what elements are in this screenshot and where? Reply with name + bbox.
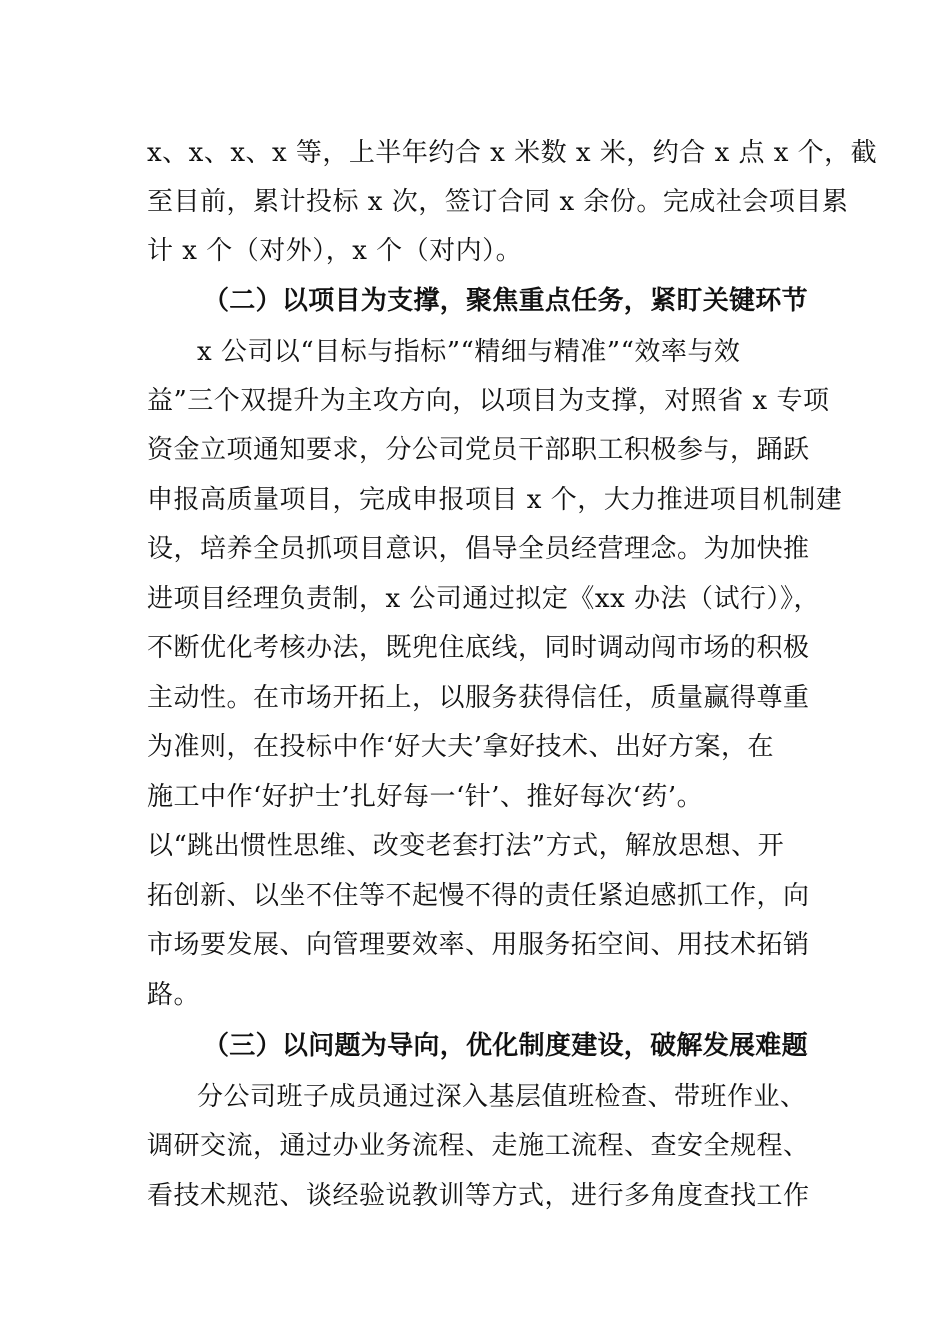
paragraph-line: 至目前，累计投标 x 次，签订合同 x 余份。完成社会项目累 [147,187,849,217]
paragraph-line: 市场要发展、向管理要效率、用服务拓空间、用技术拓销 [147,930,810,960]
paragraph-line: x 公司以“目标与指标”“精细与精准”“效率与效 [197,337,741,367]
paragraph-line: 申报高质量项目，完成申报项目 x 个，大力推进项目机制建 [147,485,843,515]
paragraph-line: 主动性。在市场开拓上，以服务获得信任，质量赢得尊重 [147,683,810,713]
paragraph-line: 设，培养全员抓项目意识，倡导全员经营理念。为加快推 [147,534,810,564]
paragraph-line: 调研交流，通过办业务流程、走施工流程、查安全规程、 [147,1131,810,1161]
paragraph-line: 看技术规范、谈经验说教训等方式，进行多角度查找工作 [147,1181,810,1211]
paragraph-line: 拓创新、以坐不住等不起慢不得的责任紧迫感抓工作，向 [147,881,810,911]
paragraph-line: x、x、x、x 等，上半年约合 x 米数 x 米，约合 x 点 x 个，截 [147,138,878,168]
paragraph-line: 以“跳出惯性思维、改变老套打法”方式，解放思想、开 [147,831,785,861]
paragraph-line: 施工中作‘好护士’扎好每一‘针’、推好每次‘药’。 [147,782,704,812]
paragraph-line: 资金立项通知要求，分公司党员干部职工积极参与，踊跃 [147,435,810,465]
paragraph-line: 计 x 个（对外），x 个（对内）。 [147,236,523,266]
paragraph-line: 为准则，在投标中作‘好大夫’拿好技术、出好方案，在 [147,732,775,762]
section-heading: （二）以项目为支撑，聚焦重点任务，紧盯关键环节 [203,286,808,316]
section-heading: （三）以问题为导向，优化制度建设，破解发展难题 [203,1031,808,1061]
paragraph-line: 分公司班子成员通过深入基层值班检查、带班作业、 [197,1082,807,1112]
paragraph-line: 益”三个双提升为主攻方向，以项目为支撑，对照省 x 专项 [147,386,830,416]
paragraph-line: 路。 [147,980,201,1010]
paragraph-line: 不断优化考核办法，既兜住底线，同时调动闯市场的积极 [147,633,810,663]
paragraph-line: 进项目经理负责制，x 公司通过拟定《xx 办法（试行）》， [147,584,821,614]
